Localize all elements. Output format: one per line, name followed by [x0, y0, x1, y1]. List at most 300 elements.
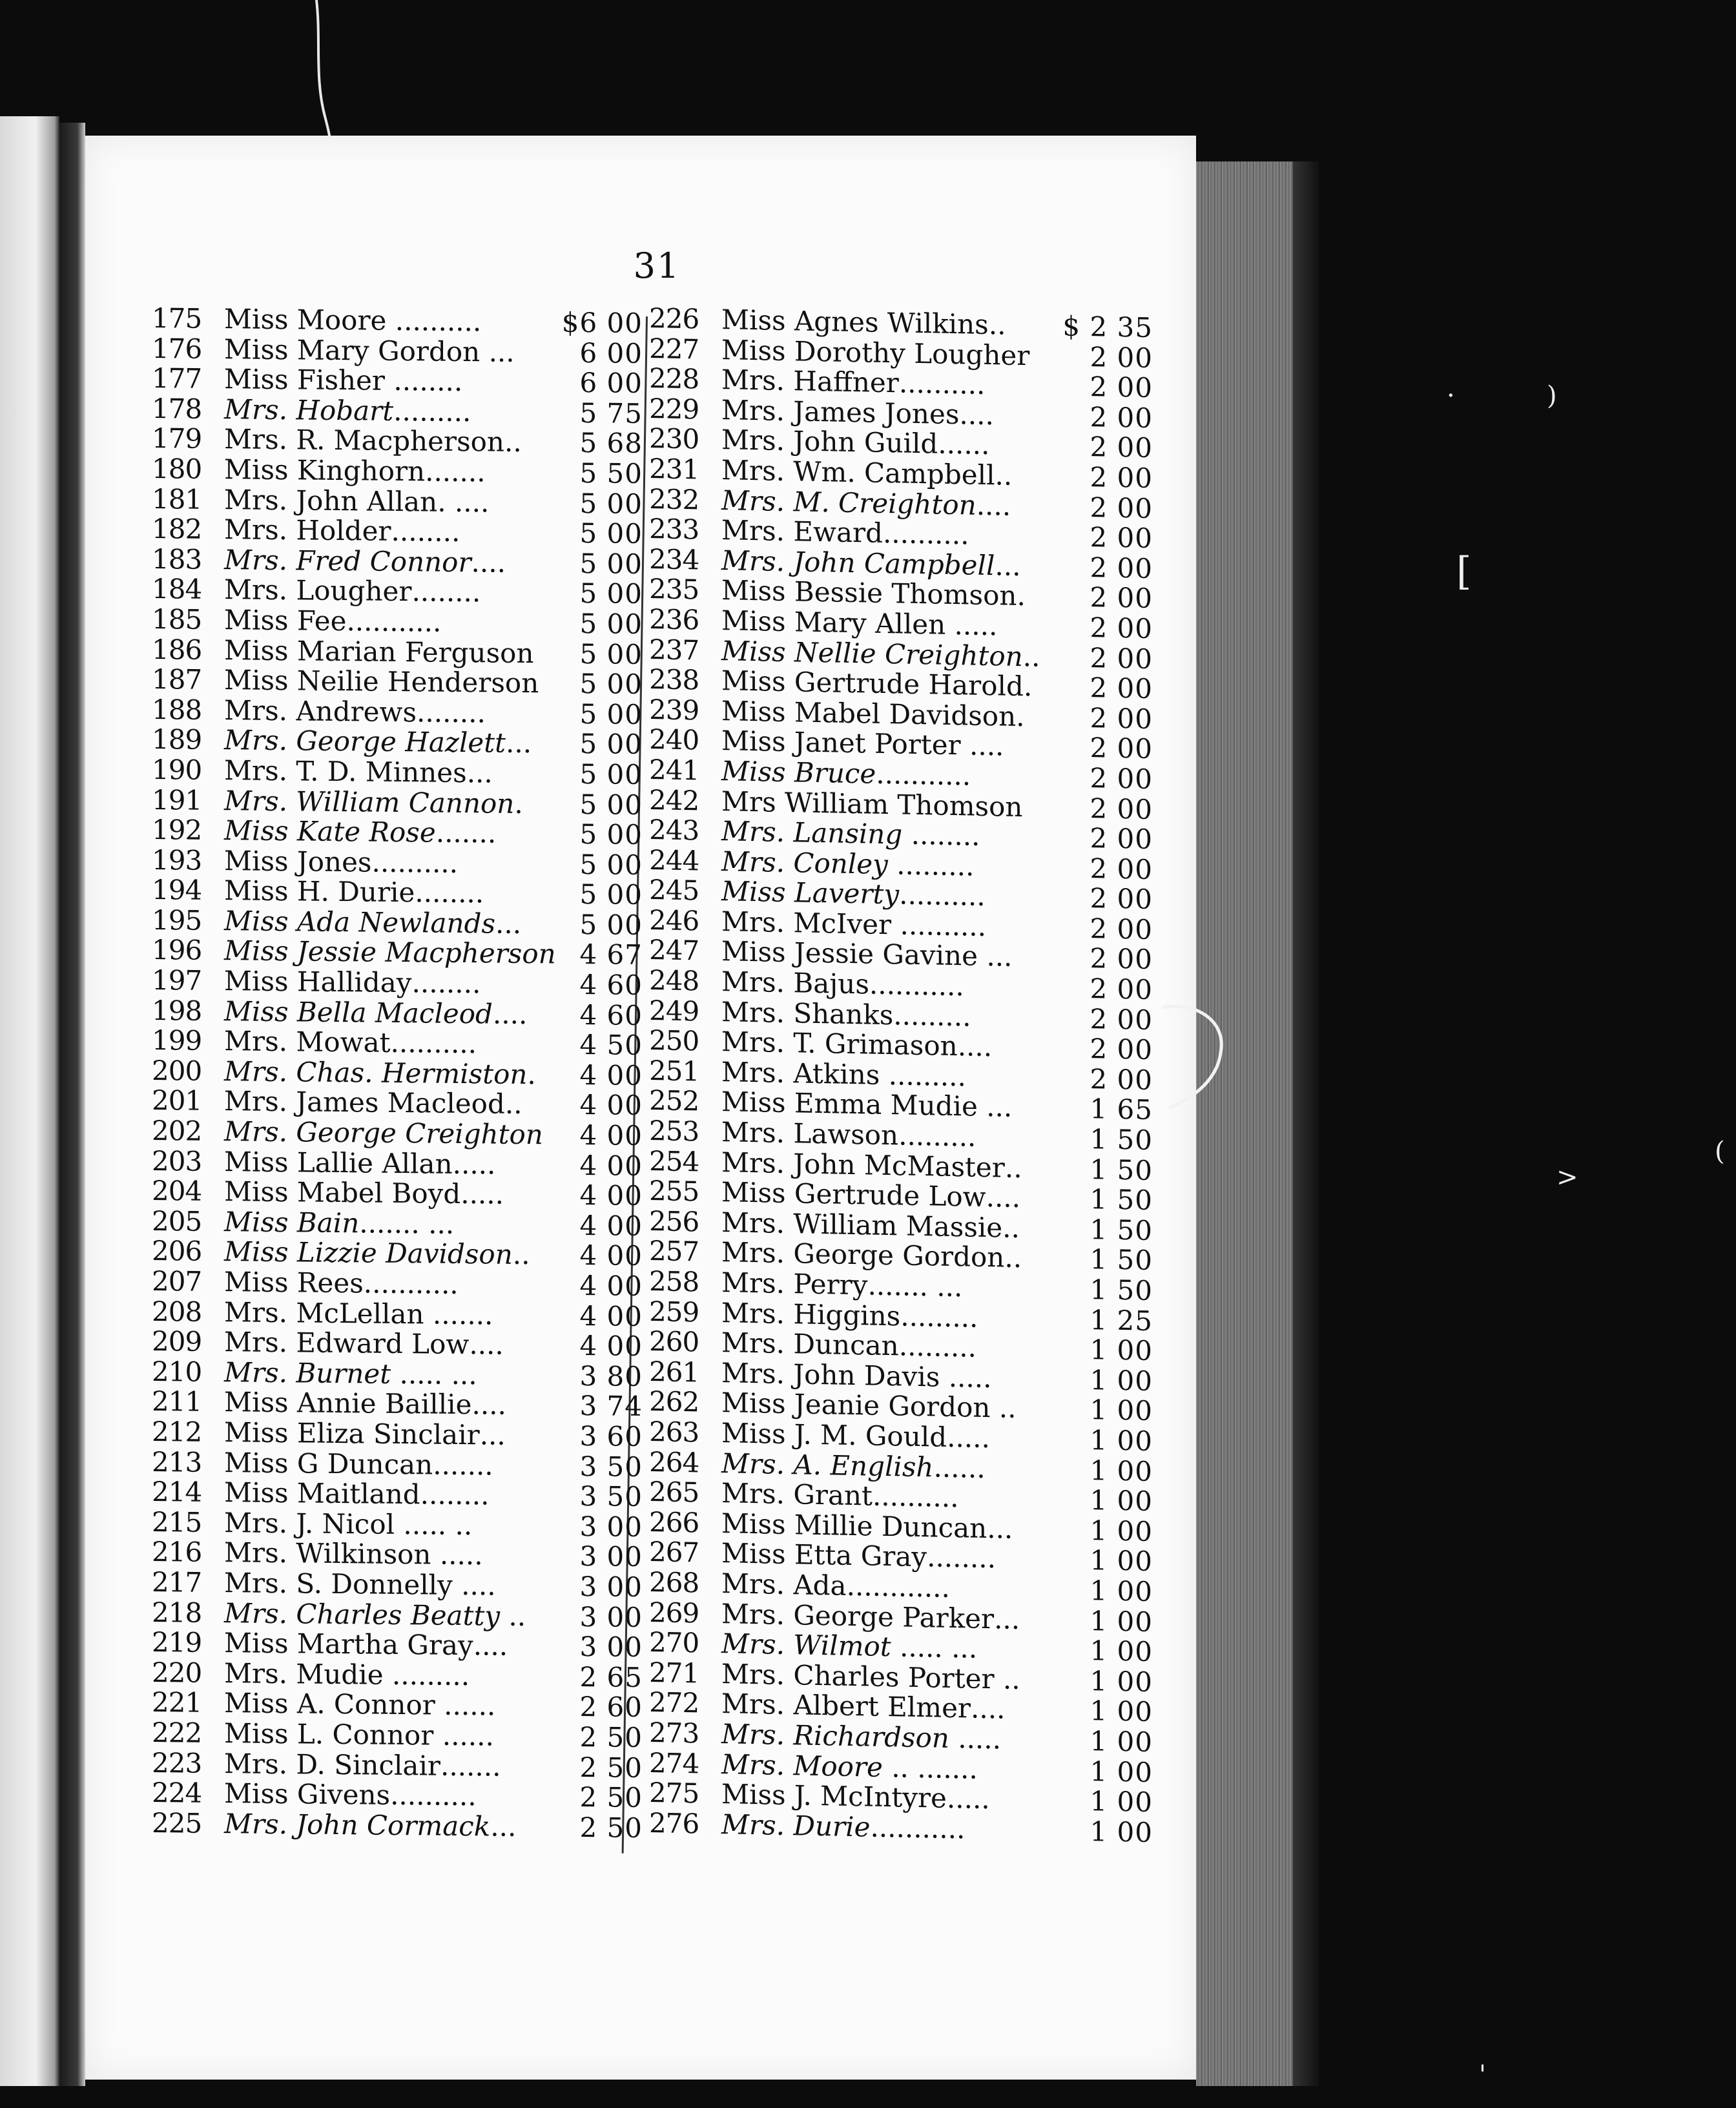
page-number: 31	[633, 245, 681, 286]
subscriber-name: Mrs. John Davis	[721, 1356, 940, 1393]
dot-leader: ..........	[899, 878, 986, 913]
amount: 2 00	[1090, 732, 1153, 765]
amount: 4 00	[579, 1059, 643, 1091]
entry-number: 246	[649, 904, 699, 937]
dot-leader: ...	[479, 1419, 506, 1451]
amount: 4 00	[579, 1209, 643, 1242]
amount: 2 60	[579, 1691, 643, 1724]
subscriber-name: Miss J. M. Gould	[721, 1417, 947, 1453]
subscriber-name: Mrs. George Parker	[721, 1597, 995, 1635]
subscriber-name: Miss Annie Baillie	[224, 1386, 472, 1421]
amount: 4 00	[579, 1119, 643, 1152]
dot-leader: .....	[949, 1722, 1001, 1755]
dot-leader: ..	[504, 1088, 522, 1121]
amount: 1 00	[1090, 1424, 1153, 1457]
entry-number: 203	[152, 1144, 202, 1177]
amount: 1 25	[1090, 1303, 1153, 1337]
dot-leader: ....	[959, 398, 994, 431]
subscriber-name: Mrs. Bajus	[721, 966, 869, 1000]
dot-leader: ..........	[386, 304, 482, 338]
subscriber-name: Mrs. Charles Porter	[721, 1657, 995, 1695]
entry-number: 236	[649, 603, 699, 636]
dot-leader: ........	[411, 967, 481, 1000]
dot-leader: ........	[385, 364, 463, 398]
subscriber-name: Miss Laverty	[721, 875, 900, 911]
dot-leader: ...	[480, 335, 515, 368]
subscriber-name: Miss Bain	[224, 1205, 360, 1239]
subscriber-name: Mrs. T. D. Minnes	[224, 754, 467, 789]
entry-number: 195	[152, 904, 202, 936]
subscriber-name: Mrs. William Cannon	[224, 784, 515, 820]
amount: 4 00	[579, 1269, 643, 1302]
dot-leader: ......	[435, 1689, 496, 1722]
dot-leader: .....	[946, 608, 998, 642]
amount: 5 00	[579, 577, 643, 610]
entry-number: 258	[649, 1265, 699, 1298]
dot-leader: .....	[431, 1538, 483, 1571]
entry-number: 215	[152, 1505, 202, 1538]
subscriber-name: Mrs. Hobart	[224, 393, 394, 427]
dot-leader: ..	[1022, 640, 1040, 673]
amount: 3 50	[579, 1480, 643, 1513]
dot-leader: . ....	[437, 486, 490, 519]
entry-number: 274	[649, 1746, 699, 1779]
amount: 2 00	[1090, 612, 1153, 645]
entry-number: 241	[649, 753, 699, 787]
subscriber-name: Miss Bella Macleod	[224, 995, 493, 1030]
subscriber-name: Miss Emma Mudie	[721, 1086, 978, 1123]
page-stack-edge	[1196, 161, 1293, 2086]
entry-number: 262	[649, 1385, 699, 1418]
amount: 1 50	[1090, 1123, 1153, 1157]
dot-leader: ...	[978, 940, 1013, 973]
entry-number: 220	[152, 1656, 202, 1689]
dot-leader: .	[1016, 700, 1025, 732]
entry-number: 213	[152, 1445, 202, 1478]
amount: 5 00	[579, 878, 643, 911]
dot-leader: .........	[898, 1119, 976, 1153]
amount: 5 00	[579, 487, 643, 520]
dot-leader: ..........	[371, 846, 458, 879]
dot-leader: .....	[452, 1148, 496, 1181]
dot-leader: ....	[452, 1569, 496, 1602]
subscriber-name: Mrs. Atkins	[721, 1055, 880, 1091]
entry-number: 225	[152, 1806, 202, 1839]
entry-number: 218	[152, 1596, 202, 1629]
amount: 2 00	[1090, 852, 1153, 885]
subscriber-name: Mrs. T. Grimason	[721, 1026, 958, 1062]
subscriber-name: Mrs. A. English	[721, 1447, 934, 1483]
scan-speck: )	[1547, 381, 1557, 411]
entry-number: 272	[649, 1686, 699, 1719]
dot-leader: ....	[960, 729, 1004, 762]
amount: 4 60	[579, 969, 643, 1002]
subscriber-name: Miss Kinghorn	[224, 453, 426, 488]
subscriber-name: Miss Maitland	[224, 1476, 420, 1511]
amount: 2 50	[579, 1811, 643, 1844]
dot-leader: .......	[435, 816, 497, 849]
dot-leader: ....	[986, 1181, 1021, 1214]
subscriber-name: Mrs. John Guild	[721, 424, 938, 460]
subscriber-name: Mrs. Holder	[224, 513, 391, 548]
dot-leader: ..	[988, 309, 1006, 341]
entry-number: 175	[152, 302, 202, 335]
entry-number: 221	[152, 1686, 202, 1719]
entry-number: 227	[649, 332, 699, 366]
entry-number: 211	[152, 1385, 202, 1418]
entry-number: 229	[649, 392, 699, 426]
dot-leader: ....	[492, 998, 528, 1030]
amount: 3 74	[579, 1390, 643, 1423]
subscriber-name: Miss Martha Gray	[224, 1627, 473, 1662]
entry-number: 270	[649, 1626, 699, 1659]
entry-number: 194	[152, 874, 202, 907]
dot-leader: ............	[846, 1569, 950, 1604]
subscriber-name: Mrs. McIver	[721, 905, 892, 941]
amount: 3 00	[579, 1570, 643, 1603]
subscriber-name: Mrs. James Macleod	[224, 1085, 505, 1121]
subscriber-name: Miss Givens	[224, 1777, 391, 1811]
amount: 4 00	[579, 1330, 643, 1363]
subscriber-name: Mrs. Wm. Campbell	[721, 454, 995, 491]
entry-number: 254	[649, 1144, 699, 1178]
amount: 2 00	[1090, 882, 1153, 916]
dot-leader: ....	[471, 1389, 506, 1421]
subscriber-name: Mrs. Lawson	[721, 1116, 899, 1152]
subscriber-name: Miss H. Durie	[224, 874, 415, 909]
entry-number: 268	[649, 1566, 699, 1599]
entry-number: 263	[649, 1415, 699, 1449]
entry-number: 182	[152, 513, 202, 545]
dot-leader: ........	[927, 1541, 996, 1575]
subscriber-name: Miss Jessie Gavine	[721, 935, 978, 973]
dot-leader: .........	[880, 1059, 966, 1093]
entry-number: 233	[649, 513, 699, 546]
book-cover-edge	[1293, 161, 1319, 2086]
subscriber-name: Mrs. D. Sinclair	[224, 1747, 440, 1782]
subscriber-list-left	[152, 304, 643, 1843]
subscriber-name: Mrs. Duncan	[721, 1327, 899, 1362]
dot-leader: ...	[995, 550, 1021, 582]
subscriber-name: Mrs. George Gordon	[721, 1236, 1005, 1274]
amount: 2 50	[579, 1720, 643, 1753]
amount: 2 00	[1090, 1002, 1153, 1036]
amount: 2 00	[1090, 973, 1153, 1006]
subscriber-name: Miss Halliday	[224, 965, 412, 999]
entry-number: 222	[152, 1716, 202, 1749]
entry-number: 235	[649, 573, 699, 606]
dot-leader: .	[514, 787, 523, 820]
amount: 1 00	[1090, 1575, 1153, 1607]
subscriber-name: Mrs. Eward	[721, 514, 883, 550]
amount: 1 50	[1090, 1153, 1153, 1186]
subscriber-name: Mrs. James Jones	[721, 393, 960, 431]
amount: 4 00	[579, 1089, 643, 1122]
dot-leader: ....	[471, 546, 506, 579]
entry-number: 260	[649, 1325, 699, 1358]
amount: 2 00	[1090, 371, 1153, 404]
amount: 2 00	[1090, 400, 1153, 434]
dot-leader: ....	[971, 1692, 1006, 1725]
amount: 5 00	[579, 698, 643, 730]
subscriber-name: Mrs. John Cormack	[224, 1807, 491, 1843]
dot-leader: .........	[898, 1330, 976, 1363]
subscriber-name: Miss Bruce	[721, 755, 876, 790]
dot-leader: ..........	[882, 517, 969, 551]
dot-leader: .	[1023, 670, 1033, 703]
entry-number: 209	[152, 1325, 202, 1358]
entry-number: 202	[152, 1115, 202, 1147]
entry-number: 271	[649, 1656, 699, 1690]
entry-number: 207	[152, 1265, 202, 1297]
entry-number: 249	[649, 994, 699, 1028]
subscriber-name: Miss Mary Allen	[721, 604, 946, 641]
dot-leader: ........	[391, 515, 460, 548]
amount: 4 00	[579, 1149, 643, 1182]
entry-number: 190	[152, 753, 202, 786]
entry-number: 240	[649, 723, 699, 756]
amount: 2 00	[1090, 491, 1153, 524]
subscriber-name: Miss Fisher	[224, 363, 386, 397]
subscriber-name: Miss Dorothy Lougher	[721, 333, 1030, 371]
amount: 4 00	[579, 1239, 643, 1272]
scan-speck: ·	[1447, 381, 1455, 411]
scan-speck: >	[1556, 1162, 1578, 1192]
amount: 1 00	[1090, 1454, 1153, 1487]
dot-leader: ..	[504, 426, 522, 459]
entry-number: 259	[649, 1295, 699, 1328]
entry-number: 256	[649, 1204, 699, 1238]
subscriber-name: Miss Lizzie Davidson	[224, 1235, 513, 1271]
entry-number: 273	[649, 1716, 699, 1750]
amount: 3 00	[579, 1510, 643, 1543]
entry-number: 180	[152, 452, 202, 485]
amount: 1 00	[1090, 1514, 1153, 1547]
amount: 6 00	[579, 367, 643, 400]
entry-number: 192	[152, 814, 202, 846]
subscriber-name: Mrs. Andrews	[224, 694, 417, 728]
entry-number: 266	[649, 1505, 699, 1539]
entry-number: 253	[649, 1115, 699, 1148]
entry-number: 216	[152, 1536, 202, 1569]
dot-leader: ...	[490, 1810, 517, 1843]
dot-leader: ...	[994, 1602, 1020, 1635]
entry-number: 242	[649, 783, 699, 816]
subscriber-name: Mrs. M. Creighton	[721, 484, 976, 521]
amount: 5 00	[579, 637, 643, 670]
amount: 5 00	[579, 728, 643, 761]
dot-leader: ........	[902, 818, 980, 852]
amount: 5 50	[579, 457, 643, 490]
subscriber-name: Miss Lallie Allan	[224, 1145, 453, 1180]
dot-leader: ...........	[876, 758, 971, 792]
dot-leader: ..... ...	[891, 1631, 978, 1664]
dot-leader: .......	[425, 455, 486, 488]
amount: 4 00	[579, 1179, 643, 1212]
amount: $ 2 35	[1062, 310, 1153, 344]
entry-number: 252	[649, 1084, 699, 1117]
amount: 1 50	[1090, 1274, 1153, 1307]
amount: 4 00	[579, 1299, 643, 1332]
subscriber-name: Mrs. Conley	[721, 845, 888, 880]
dot-leader: ....... ...	[359, 1207, 455, 1240]
subscriber-name: Mrs. Lansing	[721, 815, 903, 851]
amount: 2 00	[1090, 1062, 1153, 1096]
entry-number: 184	[152, 573, 202, 606]
amount: 2 00	[1090, 701, 1153, 735]
entry-number: 179	[152, 422, 202, 455]
dot-leader: ..	[1004, 1241, 1022, 1274]
amount: 5 00	[579, 848, 643, 881]
subscriber-name: Miss Eliza Sinclair	[224, 1416, 480, 1451]
subscriber-name: Mrs. George Hazlett	[224, 724, 506, 760]
dot-leader: .........	[900, 1300, 978, 1334]
entry-number: 261	[649, 1355, 699, 1389]
amount: 2 00	[1090, 461, 1153, 494]
dot-leader: ......	[933, 1451, 986, 1484]
subscriber-name: Miss Etta Gray	[721, 1537, 927, 1573]
dot-leader: .. .......	[882, 1751, 978, 1785]
entry-number: 188	[152, 693, 202, 726]
dot-leader: ........	[417, 696, 486, 729]
subscriber-name: Mrs. Perry	[721, 1266, 868, 1301]
dot-leader: .....	[947, 1421, 990, 1454]
entry-number: 183	[152, 542, 202, 575]
subscriber-name: Mrs. Shanks	[721, 995, 894, 1031]
dot-leader: ..	[1002, 1212, 1020, 1244]
subscriber-name: Miss Kate Rose	[224, 814, 436, 849]
amount: 5 00	[579, 908, 643, 941]
amount: 1 00	[1090, 1544, 1153, 1578]
subscriber-list-right	[649, 304, 1153, 1848]
entry-number: 214	[152, 1476, 202, 1508]
subscriber-name: Mrs. William Massie	[721, 1206, 1003, 1244]
subscriber-name: Miss L. Connor	[224, 1717, 434, 1752]
scan-scratch-mark	[1156, 995, 1234, 1111]
entry-number: 237	[649, 633, 699, 666]
amount: 5 00	[579, 818, 643, 851]
dot-leader: ...........	[869, 968, 964, 1002]
subscriber-name: Miss Rees	[224, 1266, 364, 1299]
amount: 1 00	[1090, 1484, 1153, 1518]
subscriber-name: Mrs William Thomson	[721, 785, 1023, 823]
amount: 1 00	[1090, 1334, 1153, 1367]
subscriber-name: Miss Neilie Henderson	[224, 664, 539, 699]
dot-leader: ..	[500, 1600, 526, 1632]
dot-leader: ..	[1004, 1152, 1022, 1184]
amount: 4 50	[579, 1029, 643, 1062]
amount: $6 00	[561, 306, 643, 339]
dot-leader: ....	[469, 1328, 504, 1361]
amount: 1 00	[1090, 1664, 1153, 1698]
subscriber-name: Miss Jones	[224, 844, 372, 878]
amount: 2 00	[1090, 641, 1153, 675]
subscriber-name: Mrs. R. Macpherson	[224, 423, 504, 459]
entry-number: 265	[649, 1476, 699, 1509]
entry-number: 255	[649, 1175, 699, 1208]
entry-number: 239	[649, 693, 699, 727]
dot-leader: ...	[977, 1091, 1013, 1124]
entry-number: 243	[649, 814, 699, 847]
amount: 2 00	[1090, 672, 1153, 705]
dot-leader: ...........	[346, 605, 442, 638]
amount: 4 67	[579, 938, 643, 971]
subscriber-name: Mrs. John Allan	[224, 483, 438, 518]
dot-leader: .........	[887, 848, 975, 882]
dot-leader: ..... ..	[395, 1508, 473, 1541]
dot-leader: .	[1017, 580, 1026, 612]
scan-speck: [	[1456, 549, 1472, 594]
amount: 2 00	[1090, 822, 1153, 856]
dot-leader: ..........	[898, 367, 986, 401]
amount: 1 00	[1090, 1785, 1153, 1819]
subscriber-name: Mrs. Chas. Hermiston	[224, 1055, 528, 1090]
entry-number: 234	[649, 542, 699, 576]
entry-number: 187	[152, 663, 202, 696]
subscriber-name: Mrs. Higgins	[721, 1296, 901, 1332]
dot-leader: .....	[460, 1178, 504, 1210]
subscriber-name: Mrs. Haffner	[721, 364, 899, 399]
entry-number: 204	[152, 1175, 202, 1208]
subscriber-row	[152, 1808, 643, 1844]
amount: 1 00	[1090, 1363, 1153, 1397]
dot-leader: .........	[393, 395, 471, 428]
subscriber-name: Miss G Duncan	[224, 1446, 433, 1481]
entry-number: 267	[649, 1536, 699, 1569]
amount: 5 00	[579, 788, 643, 821]
amount: 2 00	[1090, 521, 1153, 555]
subscriber-name: Mrs. Burnet	[224, 1356, 391, 1390]
entry-number: 245	[649, 874, 699, 907]
amount: 6 00	[579, 336, 643, 369]
amount: 3 00	[579, 1540, 643, 1573]
subscriber-name: Mrs. Wilkinson	[224, 1536, 431, 1571]
subscriber-name: Miss Gertrude Low	[721, 1176, 986, 1214]
entry-number: 200	[152, 1054, 202, 1087]
dot-leader: .......	[424, 1298, 493, 1331]
subscriber-name: Mrs. Edward Low	[224, 1326, 470, 1361]
amount: 5 00	[579, 758, 643, 790]
amount: 2 00	[1090, 340, 1153, 374]
amount: 3 60	[579, 1420, 643, 1452]
subscriber-name: Mrs. McLellan	[224, 1296, 424, 1330]
subscriber-name: Miss Janet Porter	[721, 725, 961, 761]
dot-leader: ...	[506, 727, 532, 760]
dot-leader: ..	[994, 1662, 1020, 1695]
subscriber-name: Miss Moore	[224, 303, 387, 336]
entry-number: 250	[649, 1024, 699, 1057]
dot-leader: ......	[433, 1719, 494, 1752]
subscriber-name: Mrs. Fred Connor	[224, 543, 471, 578]
subscriber-name: Mrs. J. Nicol	[224, 1506, 395, 1540]
subscriber-name: Mrs. Albert Elmer	[721, 1688, 971, 1724]
amount: 5 00	[579, 668, 643, 701]
amount: 1 00	[1090, 1755, 1153, 1788]
dot-leader: ..........	[390, 1779, 477, 1812]
amount: 1 50	[1090, 1243, 1153, 1277]
subscriber-name: Miss Mary Gordon	[224, 333, 480, 367]
subscriber-name: Mrs. Richardson	[721, 1718, 949, 1754]
dot-leader: ....	[957, 1030, 993, 1063]
dot-leader: ....	[976, 489, 1011, 522]
entry-number: 232	[649, 482, 699, 516]
amount: 5 68	[579, 427, 643, 460]
entry-number: 247	[649, 934, 699, 967]
amount: 1 00	[1090, 1604, 1153, 1638]
subscriber-name: Miss Millie Duncan	[721, 1507, 987, 1544]
subscriber-name: Miss J. McIntyre	[721, 1778, 947, 1814]
entry-number: 264	[649, 1445, 699, 1479]
